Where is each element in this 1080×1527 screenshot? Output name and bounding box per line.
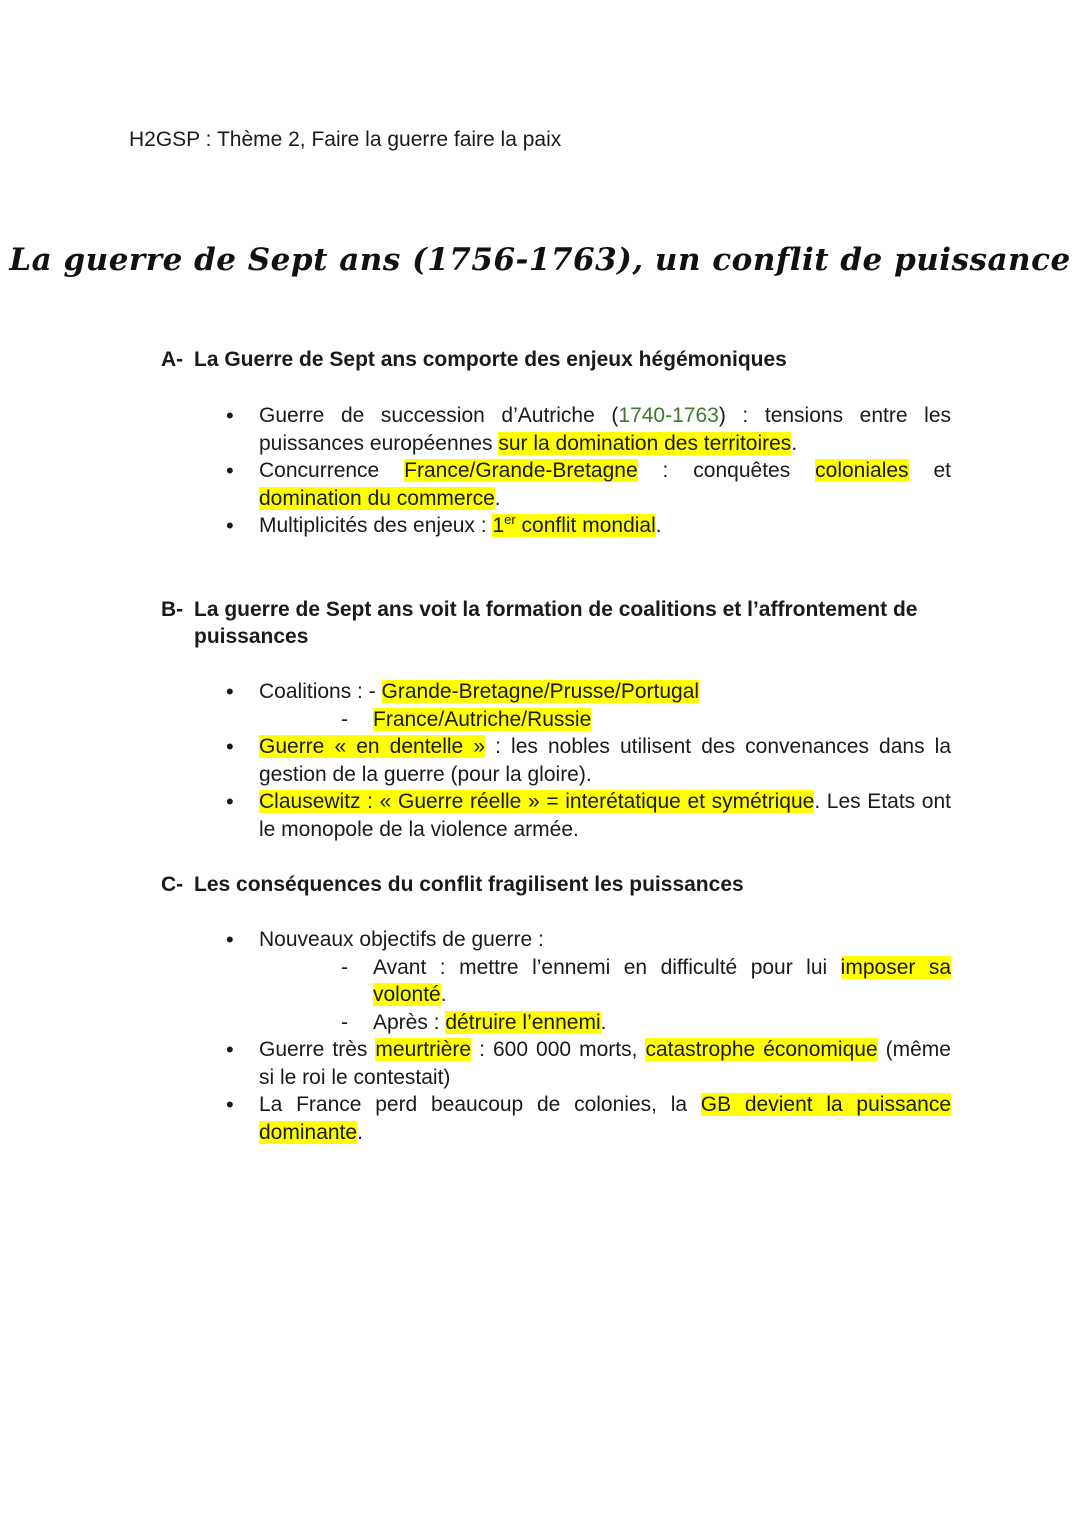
list-item: • Nouveaux objectifs de guerre : - Avant : mettre l’ennemi en difficulté pour lui imposer sa volonté. - Après : détruire l’ennemi. xyxy=(226,926,951,1036)
section-b-letter: B- xyxy=(161,598,184,621)
list-item: • Guerre très meurtrière : 600 000 morts, catastrophe économique (même si le roi le contestait) xyxy=(226,1036,951,1091)
list-item: • Concurrence France/Grande-Bretagne : conquêtes coloniales et domination du commerce. xyxy=(226,457,951,512)
section-c-heading xyxy=(161,871,951,898)
section-a-title: La Guerre de Sept ans comporte des enjeux hégémoniques xyxy=(194,348,787,371)
section-b-list xyxy=(226,678,951,843)
document-header: H2GSP : Thème 2, Faire la guerre faire la paix xyxy=(129,128,562,151)
list-item: • Guerre de succession d’Autriche (1740-1763) : tensions entre les puissances européennes sur la domination des territoires. xyxy=(226,402,951,457)
section-a-heading xyxy=(161,346,951,373)
section-b-title: La guerre de Sept ans voit la formation de coalitions et l’affrontement de puissances xyxy=(194,598,918,648)
section-c-list xyxy=(226,926,951,1146)
list-item: • Guerre « en dentelle » : les nobles utilisent des convenances dans la gestion de la guerre (pour la gloire). xyxy=(226,733,951,788)
section-c-letter: C- xyxy=(161,873,184,896)
section-b-heading xyxy=(161,596,951,650)
list-item: • La France perd beaucoup de colonies, la GB devient la puissance dominante. xyxy=(226,1091,951,1146)
section-c-title: Les conséquences du conflit fragilisent les puissances xyxy=(194,873,744,896)
list-item: • Multiplicités des enjeux : 1er conflit mondial. xyxy=(226,512,951,540)
list-item: • Clausewitz : « Guerre réelle » = interétatique et symétrique. Les Etats ont le monopole de la violence armée. xyxy=(226,788,951,843)
section-a-letter: A- xyxy=(161,348,184,371)
list-item: • Coalitions : - Grande-Bretagne/Prusse/Portugal - France/Autriche/Russie xyxy=(226,678,951,733)
section-a-list xyxy=(226,402,951,540)
document-title: La guerre de Sept ans (1756-1763), un conflit de puissance xyxy=(9,242,1071,278)
